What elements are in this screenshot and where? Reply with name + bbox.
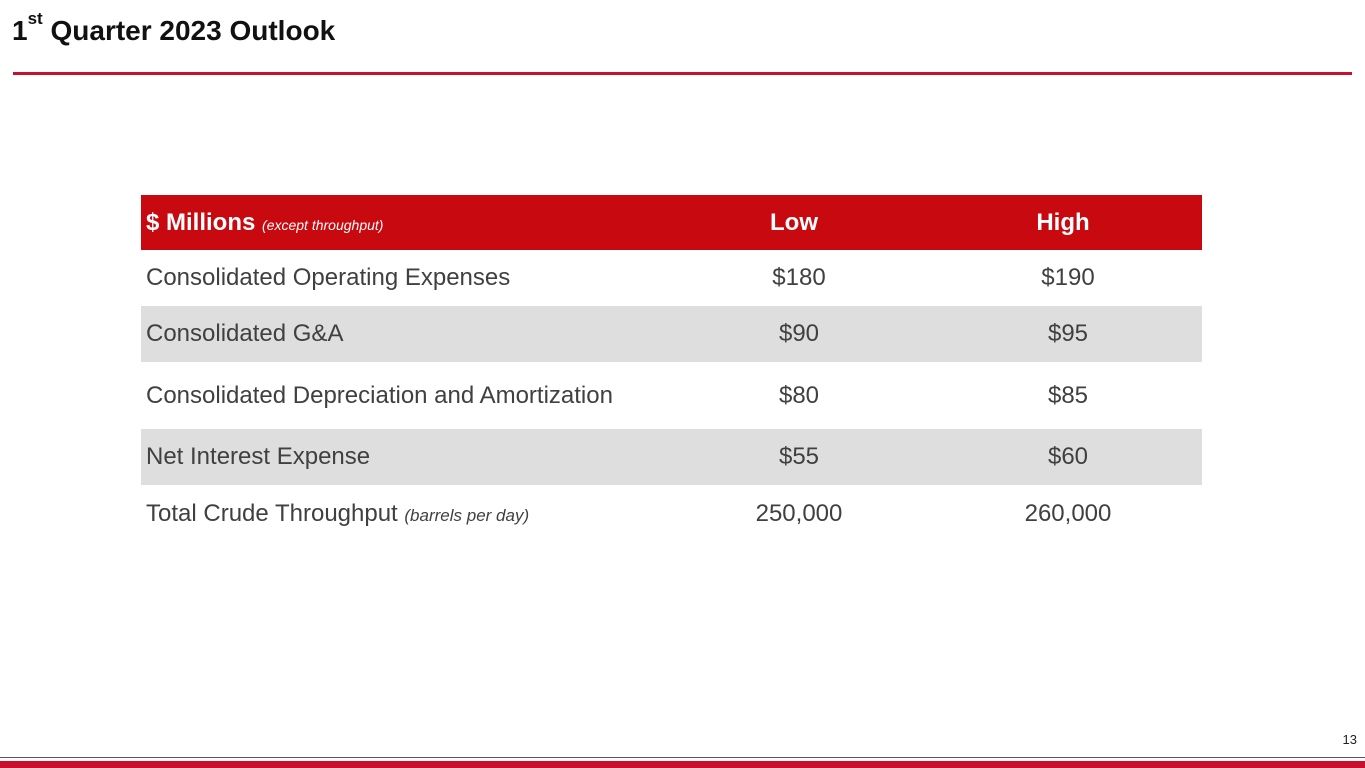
row-high-value: 260,000: [1024, 500, 1112, 527]
table-row: [141, 485, 1202, 543]
header-low: Low: [770, 208, 818, 236]
title-prefix: 1: [12, 15, 28, 46]
table-row: [141, 250, 1202, 306]
row-label: Consolidated G&A: [146, 320, 344, 347]
row-label: Consolidated Depreciation and Amortization: [146, 381, 613, 409]
table-header-row: [141, 195, 1202, 250]
outlook-table: [141, 195, 1202, 543]
row-high-value: $190: [1041, 264, 1095, 291]
row-low-value: $180: [772, 264, 826, 291]
title-main: Quarter 2023 Outlook: [42, 15, 336, 46]
footer-divider-thin: [0, 757, 1365, 758]
row-high-value: $95: [1047, 320, 1089, 347]
row-low-value: 250,000: [755, 500, 843, 527]
row-low-value: $90: [778, 320, 820, 347]
page-number: 13: [1342, 732, 1357, 747]
table-row: [141, 306, 1202, 362]
header-label-cell: [141, 195, 664, 250]
header-high: High: [1036, 208, 1090, 236]
header-note: (except throughput): [262, 216, 384, 233]
footer-divider-red: [0, 761, 1365, 768]
row-high-value: $85: [1047, 381, 1089, 409]
title-divider: [13, 72, 1352, 75]
table-row: [141, 429, 1202, 485]
title-superscript: st: [27, 9, 43, 28]
row-label-cell: [141, 485, 664, 543]
row-high-value: $60: [1047, 443, 1089, 470]
table-row: [141, 362, 1202, 429]
header-label: $ Millions: [146, 208, 256, 236]
row-low-value: $55: [778, 443, 820, 470]
row-label: Total Crude Throughput: [146, 500, 398, 527]
page-title: [12, 9, 336, 49]
row-low-value: $80: [778, 381, 820, 409]
row-note: (barrels per day): [404, 506, 530, 525]
row-label: Consolidated Operating Expenses: [146, 264, 511, 291]
row-label: Net Interest Expense: [146, 443, 371, 470]
